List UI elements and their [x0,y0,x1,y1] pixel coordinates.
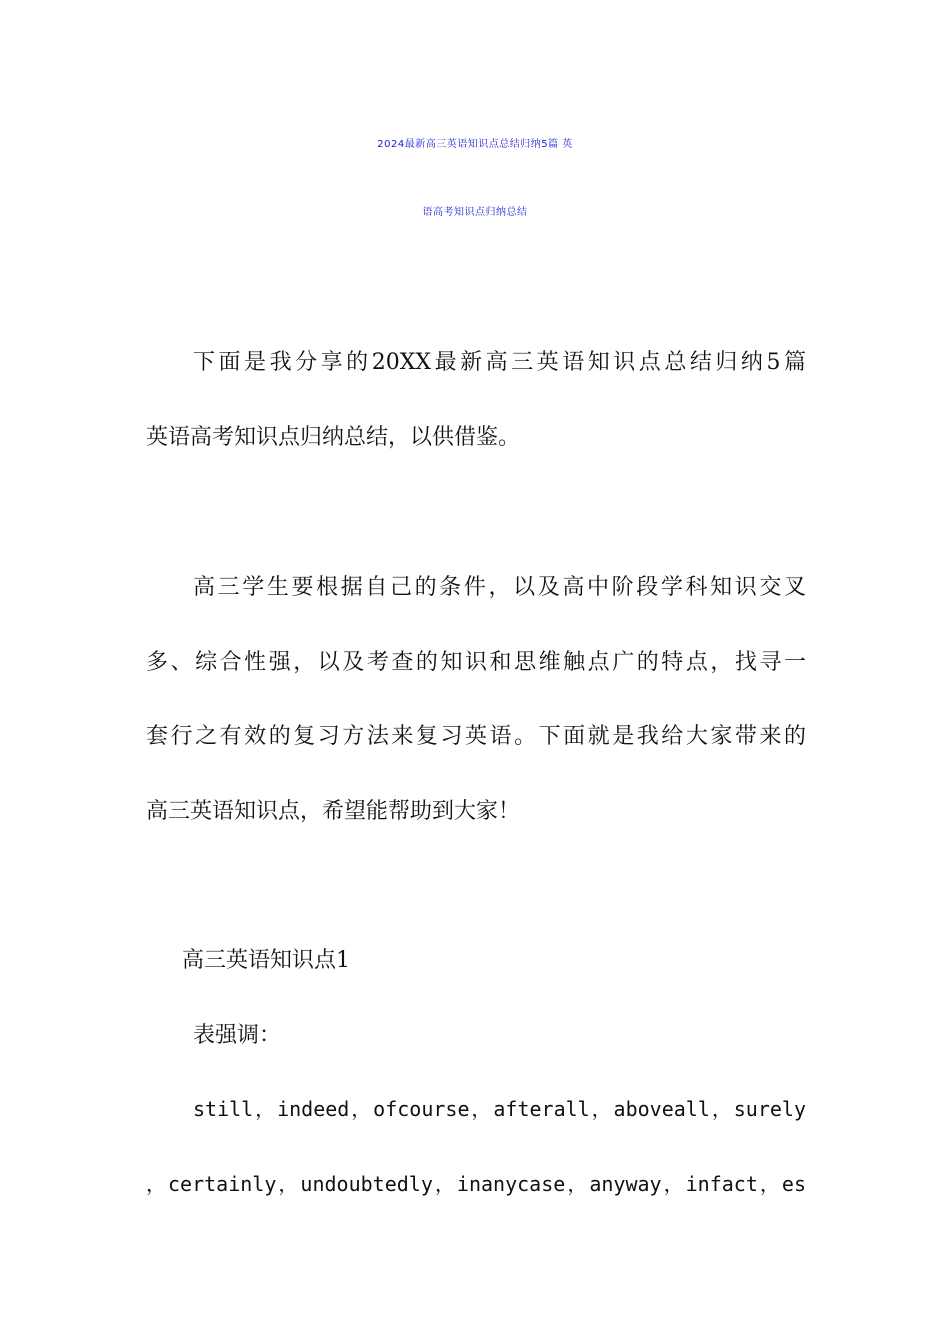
word-list-line-1: still，indeed，ofcourse，afterall，aboveall，surely [193,1097,806,1121]
subheading: 表强调： [193,1023,282,1048]
paragraph-line-3: 套行之有效的复习方法来复习英语。下面就是我给大家带来的 [146,724,806,749]
document-title-line-1: 2024最新高三英语知识点总结归纳5篇 英 [377,139,573,150]
paragraph-line-4: 高三英语知识点，希望能帮助到大家！ [146,799,521,824]
paragraph-line-2: 多、综合性强，以及考查的知识和思维触点广的特点，找寻一 [146,650,806,675]
paragraph-line-1: 高三学生要根据自己的条件，以及高中阶段学科知识交叉 [193,575,806,600]
intro-paragraph-line-2: 英语高考知识点归纳总结，以供借鉴。 [146,425,521,450]
document-title-line-2: 语高考知识点归纳总结 [422,207,528,218]
section-heading: 高三英语知识点1 [182,948,350,973]
intro-paragraph-line-1: 下面是我分享的20XX最新高三英语知识点总结归纳5篇 [193,350,806,375]
word-list-line-2: ，certainly，undoubtedly，inanycase，anyway，infact，es [146,1172,806,1196]
